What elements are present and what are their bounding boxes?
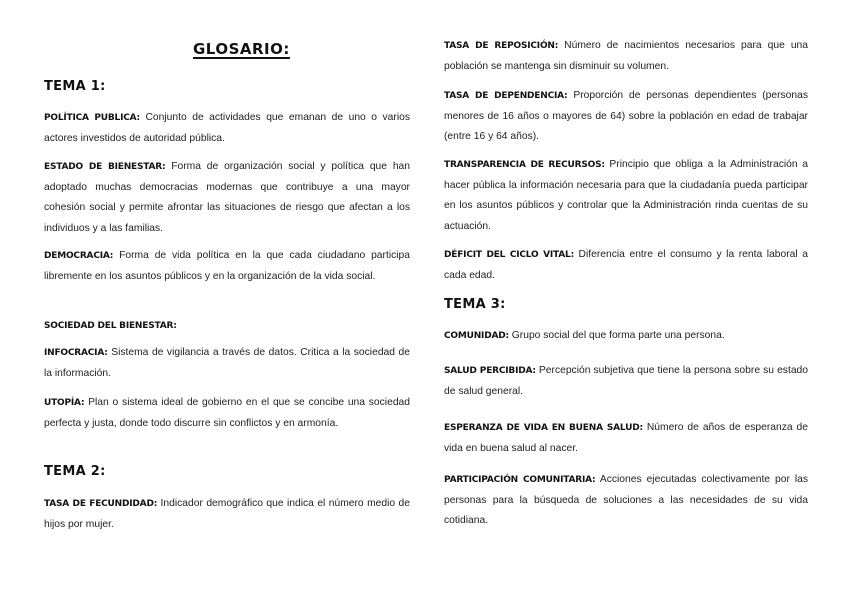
entry-term: TASA DE FECUNDIDAD: <box>44 499 158 509</box>
entry-definition: Percepción subjetiva que tiene la persona sobre su estado de salud general. <box>444 365 808 397</box>
entry-definition: Grupo social del que forma parte una persona. <box>508 330 725 341</box>
entry-definition: Plan o sistema ideal de gobierno en el que se concibe una sociedad perfecta y justa, donde todo discurre sin conflictos y en armonía. <box>44 397 410 429</box>
entry-definition: Proporción de personas dependientes (personas menores de 16 años o mayores de 64) sobre la población en edad de trabajar (entre 16 y 64 años). <box>444 90 808 142</box>
entry-term: SALUD PERCIBIDA: <box>444 366 536 376</box>
entry-term: UTOPÍA: <box>44 398 85 408</box>
entry-definition: Acciones ejecutadas colectivamente por las personas para la búsqueda de soluciones a las necesidades de su vida cotidiana. <box>444 474 809 526</box>
glossary-entry-utopia <box>44 393 410 434</box>
tema1-heading: TEMA 1: <box>44 79 106 94</box>
entry-term: TRANSPARENCIA DE RECURSOS: <box>444 160 605 170</box>
entry-term: INFOCRACIA: <box>44 348 108 358</box>
tema3-heading: TEMA 3: <box>444 297 506 312</box>
entry-definition: Indicador demográfico que indica el número medio de hijos por mujer. <box>44 498 410 530</box>
glossary-entry-esperanza-vida <box>444 418 808 459</box>
glossary-entry-participacion-comunitaria <box>444 470 808 532</box>
glossary-entry-tasa-fecundidad <box>44 494 410 535</box>
glossary-entry-politica-publica <box>44 108 410 149</box>
entry-term: DEMOCRACIA: <box>44 251 114 261</box>
entry-term: ESTADO DE BIENESTAR: <box>44 162 166 172</box>
entry-term: DÉFICIT DEL CICLO VITAL: <box>444 250 574 260</box>
entry-term: COMUNIDAD: <box>444 331 509 341</box>
entry-term: SOCIEDAD DEL BIENESTAR: <box>44 321 177 331</box>
glossary-entry-infocracia <box>44 343 410 384</box>
glossary-entry-tasa-reposicion <box>444 36 808 77</box>
glossary-title: GLOSARIO: <box>193 40 290 58</box>
entry-definition: Número de años de esperanza de vida en buena salud al nacer. <box>444 422 808 454</box>
glossary-entry-deficit-ciclo-vital <box>444 245 808 286</box>
glossary-entry-democracia <box>44 246 410 287</box>
entry-definition: Sistema de vigilancia a través de datos. Critica a la sociedad de la información. <box>44 347 410 379</box>
glossary-entry-salud-percibida <box>444 361 808 402</box>
entry-term: PARTICIPACIÓN COMUNITARIA: <box>444 475 596 485</box>
glossary-entry-transparencia-recursos <box>444 155 808 237</box>
glossary-entry-estado-bienestar <box>44 157 410 239</box>
entry-definition: Principio que obliga a la Administración a hacer pública la información necesaria para que la ciudadanía pueda participar en los asuntos públicos y controlar que la Administración rinda cuentas de su actuación. <box>444 159 808 232</box>
entry-definition: Forma de vida política en la que cada ciudadano participa libremente en los asuntos públicos y en la organización de la vida social. <box>44 250 410 282</box>
entry-definition: Diferencia entre el consumo y la renta laboral a cada edad. <box>444 249 808 281</box>
entry-definition: Forma de organización social y política que han adoptado muchas democracias modernas que contribuye a una mayor cohesión social y permite afrontar las situaciones de riesgo que afectan a los individuos y a las familias. <box>44 161 411 234</box>
entry-definition: Conjunto de actividades que emanan de uno o varios actores investidos de autoridad pública. <box>44 112 410 144</box>
glossary-entry-sociedad-bienestar <box>44 316 410 337</box>
entry-term: POLÍTICA PUBLICA: <box>44 113 140 123</box>
glossary-entry-tasa-dependencia <box>444 86 808 148</box>
tema2-heading: TEMA 2: <box>44 464 106 479</box>
entry-term: TASA DE DEPENDENCIA: <box>444 91 568 101</box>
entry-term: ESPERANZA DE VIDA EN BUENA SALUD: <box>444 423 643 433</box>
entry-definition: Número de nacimientos necesarios para que una población se mantenga sin disminuir su volumen. <box>444 40 808 72</box>
glossary-entry-comunidad <box>444 326 808 347</box>
entry-term: TASA DE REPOSICIÓN: <box>444 41 559 51</box>
